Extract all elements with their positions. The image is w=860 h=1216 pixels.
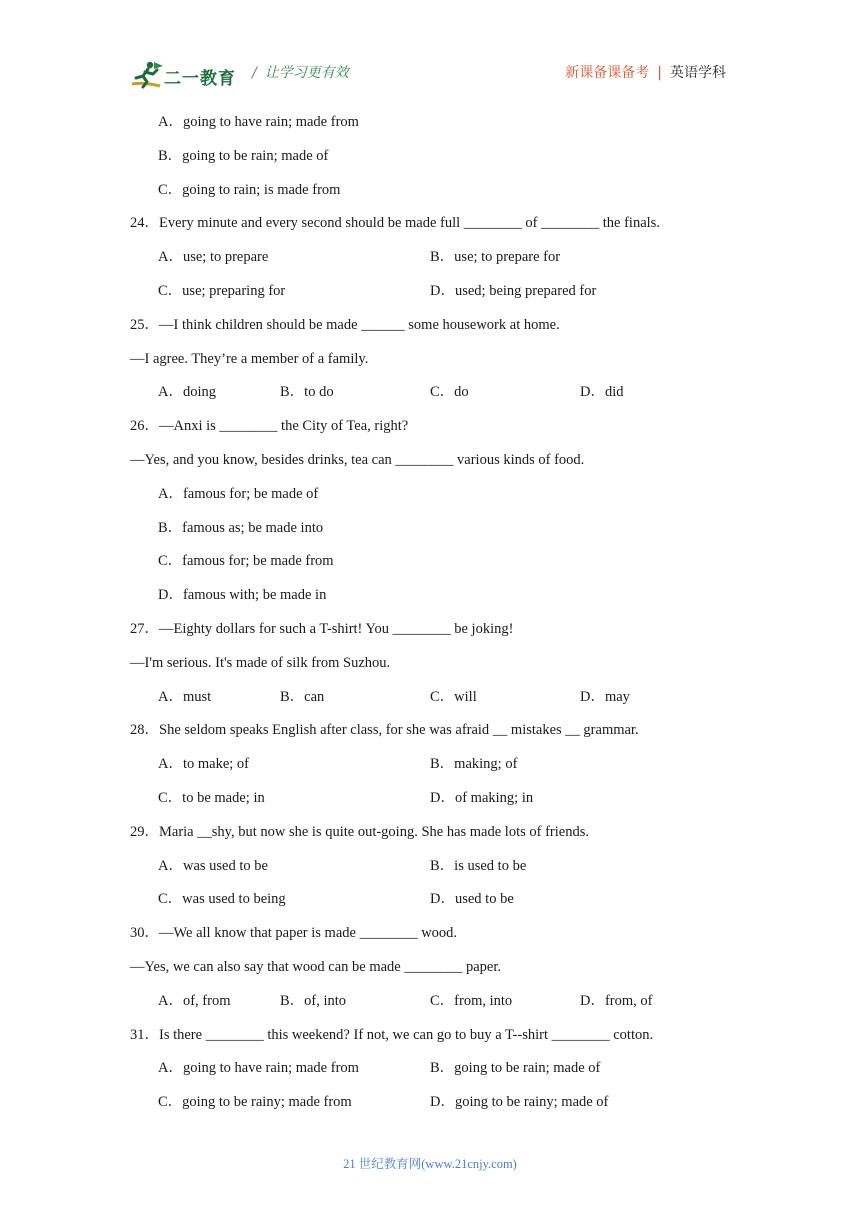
header-course-info	[565, 62, 726, 82]
header-divider: |	[657, 65, 662, 81]
q27-option-b: B．can	[280, 689, 325, 705]
q27-option-d: D．may	[580, 689, 630, 705]
slogan-divider: /	[252, 65, 257, 81]
course-label: 新课备课备考	[565, 65, 650, 81]
subject-label: 英语学科	[670, 65, 726, 81]
q28-option-d: D．of making; in	[430, 790, 534, 806]
q31-option-b: B．going to be rain; made of	[430, 1060, 601, 1076]
q30-stem: 30．—We all know that paper is made ________ wood.	[130, 925, 458, 941]
runner-icon	[130, 60, 164, 90]
q30-option-c: C．from, into	[430, 993, 513, 1009]
q30-option-b: B．of, into	[280, 993, 347, 1009]
q24-option-b: B．use; to prepare for	[430, 249, 561, 265]
q25-option-c: C．do	[430, 384, 469, 400]
q29-option-a: A．was used to be	[158, 858, 268, 874]
q28-stem: 28．She seldom speaks English after class, for she was afraid __ mistakes __ grammar.	[130, 722, 639, 738]
q25-stem: 25．—I think children should be made ______ some housework at home.	[130, 317, 560, 333]
brand-name: 二一教育	[164, 69, 236, 89]
q30-stem-reply: —Yes, we can also say that wood can be made ________ paper.	[130, 959, 502, 975]
q23-option-c: C．going to rain; is made from	[158, 182, 341, 198]
slogan-text: 让学习更有效	[264, 65, 349, 81]
q26-option-a: A．famous for; be made of	[158, 486, 319, 502]
q24-option-c: C．use; preparing for	[158, 283, 286, 299]
q27-option-a: A．must	[158, 689, 212, 705]
q31-option-c: C．going to be rainy; made from	[158, 1094, 352, 1110]
q25-option-b: B．to do	[280, 384, 334, 400]
q23-option-b: B．going to be rain; made of	[158, 148, 329, 164]
q28-option-c: C．to be made; in	[158, 790, 265, 806]
q29-option-c: C．was used to being	[158, 891, 286, 907]
q26-stem-reply: —Yes, and you know, besides drinks, tea can ________ various kinds of food.	[130, 452, 585, 468]
q26-option-c: C．famous for; be made from	[158, 553, 334, 569]
q26-stem: 26．—Anxi is ________ the City of Tea, right?	[130, 418, 409, 434]
q28-option-a: A．to make; of	[158, 756, 250, 772]
q24-stem: 24．Every minute and every second should be made full ________ of ________ the finals.	[130, 215, 660, 231]
q25-option-a: A．doing	[158, 384, 216, 400]
q31-option-d: D．going to be rainy; made of	[430, 1094, 609, 1110]
q27-option-c: C．will	[430, 689, 477, 705]
page-footer: 21 世纪教育网(www.21cnjy.com)	[343, 1157, 517, 1171]
q30-option-d: D．from, of	[580, 993, 653, 1009]
q26-option-d: D．famous with; be made in	[158, 587, 327, 603]
q23-option-a: A．going to have rain; made from	[158, 114, 359, 130]
q30-option-a: A．of, from	[158, 993, 231, 1009]
page-header	[130, 54, 730, 94]
q26-option-b: B．famous as; be made into	[158, 520, 324, 536]
slogan	[252, 62, 349, 82]
q24-option-d: D．used; being prepared for	[430, 283, 597, 299]
q31-stem: 31．Is there ________ this weekend? If not, we can go to buy a T--shirt ________ cotton.	[130, 1027, 654, 1043]
q31-option-a: A．going to have rain; made from	[158, 1060, 359, 1076]
q25-option-d: D．did	[580, 384, 624, 400]
q29-option-d: D．used to be	[430, 891, 514, 907]
q29-stem: 29．Maria __shy, but now she is quite out-going. She has made lots of friends.	[130, 824, 589, 840]
q27-stem: 27．—Eighty dollars for such a T-shirt! You ________ be joking!	[130, 621, 514, 637]
q27-stem-reply: —I'm serious. It's made of silk from Suzhou.	[130, 655, 391, 671]
brand-logo	[130, 60, 240, 90]
q29-option-b: B．is used to be	[430, 858, 527, 874]
q28-option-b: B．making; of	[430, 756, 518, 772]
q24-option-a: A．use; to prepare	[158, 249, 269, 265]
q25-stem-reply: —I agree. They’re a member of a family.	[130, 351, 369, 367]
